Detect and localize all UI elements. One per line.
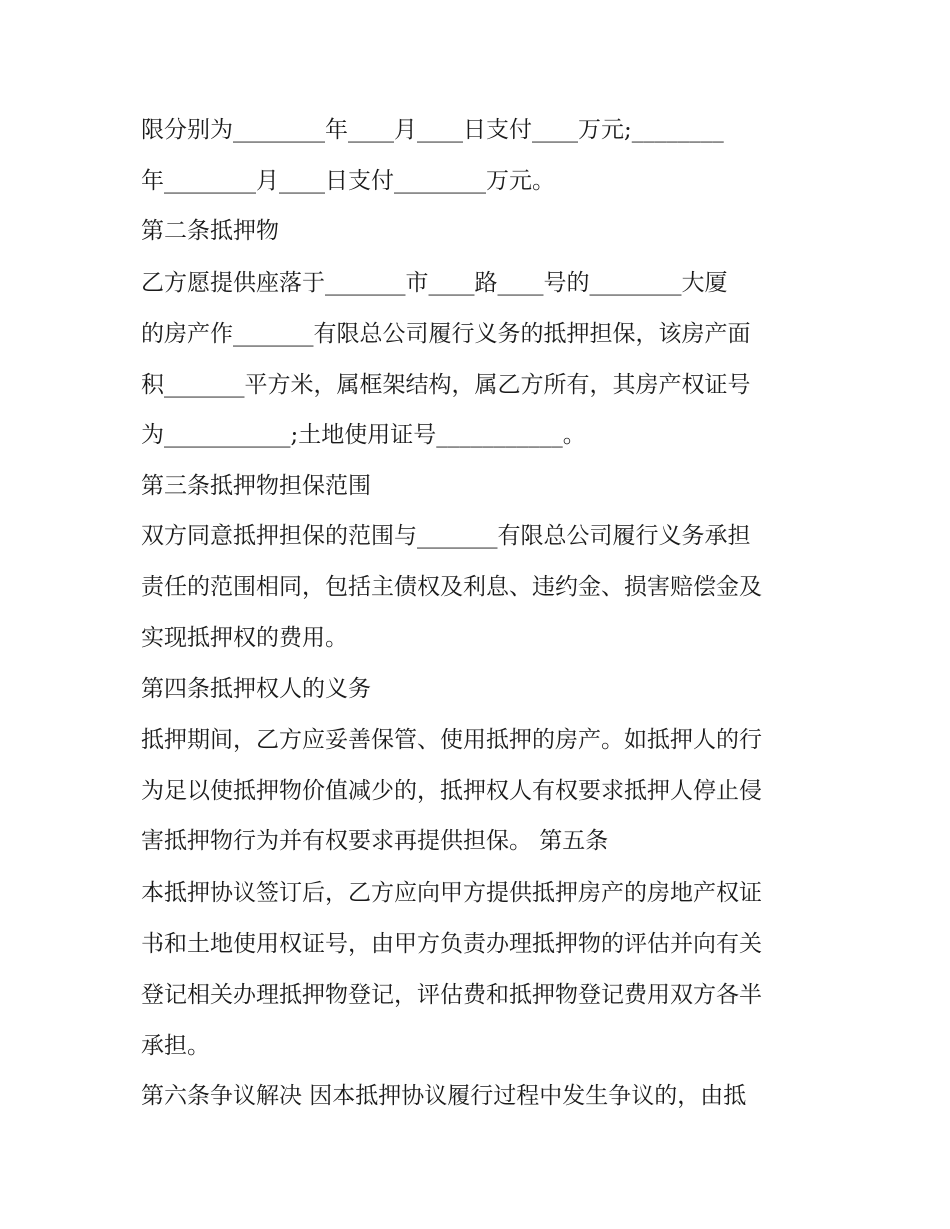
- text-line: 为足以使抵押物价值减少的，抵押权人有权要求抵押人停止侵: [141, 778, 762, 804]
- text-line: 责任的范围相同，包括主债权及利息、违约金、损害赔偿金及: [141, 574, 762, 600]
- text-line: 登记相关办理抵押物登记，评估费和抵押物登记费用双方各半: [141, 982, 762, 1008]
- text-line: 承担。: [141, 1033, 210, 1059]
- text-line: 害抵押物行为并有权要求再提供担保。 第五条: [141, 828, 609, 854]
- text-line: 本抵押协议签订后，乙方应向甲方提供抵押房产的房地产权证: [141, 880, 762, 906]
- section-heading: 第二条抵押物: [141, 218, 279, 244]
- text-line: 实现抵押权的费用。: [141, 625, 348, 651]
- text-line: 乙方愿提供座落于_______市____路____号的________大厦: [141, 270, 728, 296]
- text-line: 双方同意抵押担保的范围与_______有限总公司履行义务承担: [141, 523, 751, 549]
- text-line: 年________月____日支付________万元。: [141, 168, 555, 194]
- text-line: 抵押期间，乙方应妥善保管、使用抵押的房产。如抵押人的行: [141, 727, 762, 753]
- text-line: 积_______平方米，属框架结构，属乙方所有，其房产权证号: [141, 372, 751, 398]
- text-line: 限分别为________年____月____日支付____万元;________: [141, 117, 724, 143]
- text-line: 为___________;土地使用证号___________。: [141, 422, 586, 448]
- text-line: 的房产作_______有限总公司履行义务的抵押担保，该房产面: [141, 321, 751, 347]
- text-line: 第六条争议解决 因本抵押协议履行过程中发生争议的，由抵: [141, 1083, 747, 1109]
- section-heading: 第三条抵押物担保范围: [141, 473, 371, 499]
- text-line: 书和土地使用权证号，由甲方负责办理抵押物的评估并向有关: [141, 931, 762, 957]
- section-heading: 第四条抵押权人的义务: [141, 676, 371, 702]
